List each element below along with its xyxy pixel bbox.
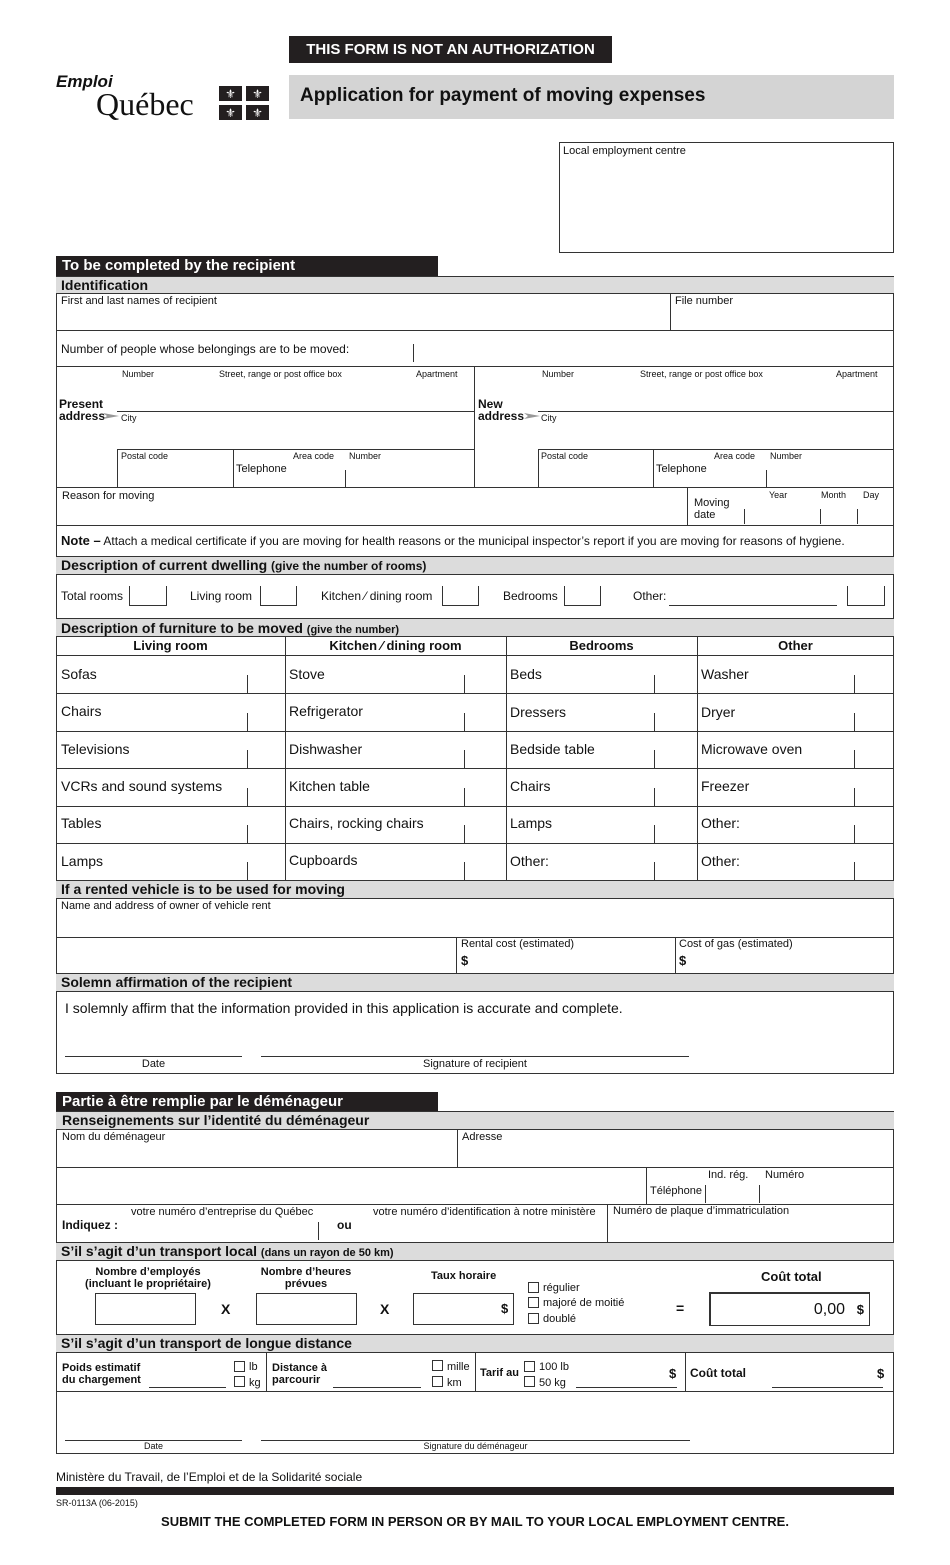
gas-cost-field[interactable] <box>690 950 890 972</box>
furniture-col-bedrooms: Bedrooms <box>569 638 634 653</box>
dwelling-bar <box>56 556 894 575</box>
new-postal-code-label: Postal code <box>541 451 589 461</box>
affirmation-date-field[interactable] <box>65 1030 242 1057</box>
furniture-item: Washer <box>701 666 749 682</box>
furniture-item: Stove <box>289 666 325 682</box>
mover-name-label: Nom du déménageur <box>62 1131 166 1143</box>
rental-cost-field[interactable] <box>472 950 672 972</box>
furniture-item: VCRs and sound systems <box>61 778 223 794</box>
long-total-dollar: $ <box>877 1366 885 1381</box>
new-address-label: New address <box>478 397 525 423</box>
new-city-field[interactable] <box>538 422 893 448</box>
furniture-item: Dishwasher <box>289 741 363 757</box>
present-apartment-label: Apartment <box>416 369 458 379</box>
form-title: Application for payment of moving expenses <box>300 85 706 106</box>
employees-label: Nombre d’employés (incluant le propriétaire) <box>85 1266 211 1290</box>
present-address-label: Present address <box>59 397 106 423</box>
furniture-title: Description of furniture to be moved <box>61 620 303 636</box>
local-transport-title-row <box>61 1243 394 1259</box>
local-total-value: 0,00 <box>813 1301 845 1318</box>
moving-date-label: Moving date <box>694 497 730 521</box>
rental-cost-label: Rental cost (estimated) <box>461 938 575 950</box>
note-row <box>61 533 893 548</box>
affirmation-bar <box>56 973 894 992</box>
new-city-label: City <box>541 413 557 423</box>
identification-title: Identification <box>61 277 149 293</box>
quebec-enterprise-number-field[interactable] <box>126 1218 318 1238</box>
ministry-id-field[interactable] <box>370 1218 605 1238</box>
weight-label: Poids estimatif du chargement <box>62 1362 141 1386</box>
year-label: Year <box>769 490 788 500</box>
regular-rate-checkbox[interactable] <box>528 1282 539 1293</box>
other-room-description-field[interactable] <box>669 588 837 606</box>
dwelling-title-row <box>61 557 426 573</box>
local-transport-subtitle: (dans un rayon de 50 km) <box>260 1247 394 1259</box>
people-count-label: Number of people whose belongings are to be moved: <box>61 342 350 356</box>
distance-field[interactable] <box>333 1370 421 1388</box>
new-postal-code-field[interactable] <box>539 462 653 486</box>
mover-signature-label: Signature du déménageur <box>423 1441 528 1451</box>
double-rate-checkbox[interactable] <box>528 1313 539 1324</box>
affirmation-date-label: Date <box>141 1058 166 1070</box>
ministry-name: Ministère du Travail, de l’Emploi et de la Solidarité sociale <box>56 1470 363 1484</box>
vehicle-owner-label: Name and address of owner of vehicle rent <box>61 900 271 912</box>
affirmation-text: I solemnly affirm that the information provided in this application is accurate and complete. <box>65 1000 623 1016</box>
dwelling-subtitle: (give the number of rooms) <box>271 559 427 573</box>
km-label: km <box>447 1377 462 1389</box>
month-label: Month <box>821 490 847 500</box>
present-phone-number-label: Number <box>349 451 382 461</box>
furniture-item: Dressers <box>510 704 567 720</box>
present-telephone-field[interactable] <box>290 462 473 486</box>
furniture-item: Chairs, rocking chairs <box>289 815 424 831</box>
new-area-code-label: Area code <box>714 451 756 461</box>
people-count-field[interactable] <box>414 340 474 364</box>
long-distance-title: S’il s’agit d’un transport de longue distance <box>61 1335 352 1351</box>
total-rooms-label: Total rooms <box>61 589 124 603</box>
rental-cost-dollar: $ <box>461 953 469 968</box>
furniture-item: Beds <box>510 666 542 682</box>
tarif-dollar: $ <box>669 1366 677 1381</box>
furniture-item: Dryer <box>701 704 736 720</box>
long-total-label: Coût total <box>690 1366 746 1380</box>
new-street-label: Street, range or post office box <box>640 369 763 379</box>
tarif-label: Tarif au <box>480 1367 519 1379</box>
times-symbol: X <box>380 1301 390 1317</box>
furniture-subtitle: (give the number) <box>306 624 400 636</box>
mover-signature-field[interactable] <box>261 1414 690 1441</box>
kg-checkbox[interactable] <box>234 1376 245 1387</box>
living-room-count-label: Living room <box>190 589 253 603</box>
new-telephone-label: Telephone <box>656 463 707 475</box>
furniture-col-other: Other <box>778 638 813 653</box>
km-checkbox[interactable] <box>432 1376 443 1387</box>
recipient-signature-label: Signature of recipient <box>423 1058 527 1070</box>
svg-text:⚜: ⚜ <box>225 87 236 101</box>
total-rooms-field[interactable] <box>129 586 167 606</box>
furniture-item: Other: <box>510 853 549 869</box>
furniture-title-row <box>61 620 399 636</box>
note-text: Attach a medical certificate if you are moving for health reasons or the municipal inspector’s report if you are moving for reasons of hygiene. <box>103 534 845 548</box>
furniture-item: Tables <box>61 815 102 831</box>
furniture-col-living: Living room <box>133 638 208 653</box>
mover-telephone-field[interactable] <box>706 1182 893 1203</box>
reason-field[interactable] <box>57 500 685 524</box>
furniture-item: Lamps <box>61 853 104 869</box>
mover-date-label: Date <box>143 1441 163 1451</box>
local-total-field[interactable] <box>709 1292 870 1326</box>
tarif-field[interactable] <box>576 1370 677 1388</box>
furniture-item: Kitchen table <box>289 778 370 794</box>
new-apartment-label: Apartment <box>836 369 878 379</box>
present-postal-code-field[interactable] <box>118 462 233 486</box>
hourly-rate-field[interactable] <box>413 1293 514 1325</box>
present-telephone-label: Telephone <box>236 463 287 475</box>
mille-checkbox[interactable] <box>432 1360 443 1371</box>
kitchen-count-label: Kitchen ⁄ dining room <box>321 589 433 603</box>
mover-numero-label: Numéro <box>765 1169 805 1181</box>
times-symbol: X <box>221 1301 231 1317</box>
new-phone-number-label: Number <box>770 451 803 461</box>
furniture-item: Refrigerator <box>289 703 363 719</box>
form-code: SR-0113A (06-2015) <box>56 1498 138 1508</box>
local-transport-bar <box>56 1242 894 1261</box>
gas-cost-dollar: $ <box>679 953 687 968</box>
per-100lb-checkbox[interactable] <box>524 1361 535 1372</box>
file-number-label: File number <box>675 295 734 307</box>
long-total-field[interactable] <box>772 1370 883 1388</box>
hours-field[interactable] <box>256 1293 357 1325</box>
local-transport-title: S’il s’agit d’un transport local <box>61 1243 258 1259</box>
other-room-label: Other: <box>633 589 667 603</box>
bedrooms-count-label: Bedrooms <box>503 589 558 603</box>
mover-address-field[interactable] <box>458 1143 893 1166</box>
moving-date-field[interactable] <box>745 502 893 524</box>
distance-label: Distance à parcourir <box>272 1362 328 1386</box>
mover-address-label: Adresse <box>462 1131 503 1143</box>
long-distance-bar <box>56 1334 894 1353</box>
mover-section-header: Partie à être remplie par le déménageur <box>56 1092 438 1112</box>
emploi-quebec-logo <box>55 70 275 130</box>
logo-quebec-text: Québec <box>96 86 194 122</box>
mover-identity-bar <box>56 1111 894 1130</box>
local-centre-label: Local employment centre <box>563 145 686 157</box>
plate-number-field[interactable] <box>608 1218 893 1240</box>
mover-ind-reg-label: Ind. rég. <box>708 1169 749 1181</box>
submit-instruction: SUBMIT THE COMPLETED FORM IN PERSON OR BY MAIL TO YOUR LOCAL EMPLOYMENT CENTRE. <box>161 1514 789 1529</box>
weight-field[interactable] <box>149 1370 226 1388</box>
mover-identity-title: Renseignements sur l’identité du déménageur <box>62 1112 370 1128</box>
hours-label: Nombre d’heures prévues <box>260 1266 352 1290</box>
affirmation-title: Solemn affirmation of the recipient <box>61 974 293 990</box>
regular-rate-label: régulier <box>543 1282 580 1294</box>
svg-text:⚜: ⚜ <box>225 106 236 120</box>
local-total-label: Coût total <box>761 1269 822 1284</box>
per-100lb-label: 100 lb <box>539 1361 569 1373</box>
lb-checkbox[interactable] <box>234 1361 245 1372</box>
recipient-section-header: To be completed by the recipient <box>56 256 438 276</box>
day-label: Day <box>863 490 880 500</box>
footer-divider <box>56 1487 894 1495</box>
double-rate-label: doublé <box>543 1313 577 1325</box>
note-prefix: Note – <box>61 533 101 548</box>
ministry-id-label: votre numéro d’identification à notre ministère <box>373 1206 596 1218</box>
identification-bar <box>56 276 894 294</box>
present-city-label: City <box>121 413 137 423</box>
local-total-dollar: $ <box>856 1302 864 1317</box>
per-50kg-label: 50 kg <box>539 1377 566 1389</box>
new-number-label: Number <box>542 369 575 379</box>
furniture-item: Other: <box>701 815 740 831</box>
ou-label: ou <box>337 1218 352 1232</box>
kg-label: kg <box>249 1377 261 1389</box>
present-postal-code-label: Postal code <box>121 451 169 461</box>
recipient-name-label: First and last names of recipient <box>61 295 217 307</box>
furniture-item: Freezer <box>701 778 750 794</box>
furniture-item: Microwave oven <box>701 741 803 757</box>
svg-text:⚜: ⚜ <box>252 87 263 101</box>
furniture-item: Televisions <box>61 741 130 757</box>
furniture-item: Bedside table <box>510 741 595 757</box>
mille-label: mille <box>447 1361 470 1373</box>
mover-name-field[interactable] <box>57 1143 455 1166</box>
recipient-name-field[interactable] <box>57 295 669 330</box>
half-rate-checkbox[interactable] <box>528 1297 539 1308</box>
per-50kg-checkbox[interactable] <box>524 1376 535 1387</box>
dwelling-title: Description of current dwelling <box>61 557 268 573</box>
furniture-item: Lamps <box>510 815 553 831</box>
vehicle-owner-field[interactable] <box>57 912 893 937</box>
indiquez-label: Indiquez : <box>62 1218 118 1232</box>
present-area-code-label: Area code <box>293 451 335 461</box>
new-street-field[interactable] <box>538 380 893 410</box>
half-rate-label: majoré de moitié <box>543 1297 625 1309</box>
new-telephone-field[interactable] <box>711 462 893 486</box>
gas-cost-label: Cost of gas (estimated) <box>679 938 793 950</box>
file-number-field[interactable] <box>671 295 893 330</box>
lb-label: lb <box>249 1361 258 1373</box>
furniture-table <box>56 637 894 881</box>
furniture-col-kitchen: Kitchen ⁄ dining room <box>329 638 462 653</box>
fleur-de-lis-flag-icon <box>219 86 269 120</box>
equals-symbol: = <box>676 1300 685 1316</box>
furniture-item: Chairs <box>61 703 102 719</box>
furniture-item: Sofas <box>61 666 97 682</box>
quebec-enterprise-number-label: votre numéro d’entreprise du Québec <box>131 1206 314 1218</box>
hourly-rate-dollar: $ <box>501 1301 509 1316</box>
logo-emploi-text: Emploi <box>56 72 113 91</box>
mover-date-field[interactable] <box>65 1414 242 1441</box>
vehicle-title: If a rented vehicle is to be used for moving <box>61 881 345 897</box>
plate-number-label: Numéro de plaque d’immatriculation <box>613 1205 790 1217</box>
kitchen-count-field[interactable] <box>442 586 479 606</box>
form-title-bar <box>289 75 894 119</box>
present-number-label: Number <box>122 369 155 379</box>
furniture-bar <box>56 618 894 637</box>
furniture-item: Other: <box>701 853 740 869</box>
local-employment-centre-field[interactable] <box>559 142 894 253</box>
mover-telephone-label: Téléphone <box>650 1185 702 1197</box>
vehicle-bar <box>56 880 894 899</box>
present-city-field[interactable] <box>117 422 473 448</box>
not-authorization-banner: THIS FORM IS NOT AN AUTHORIZATION <box>289 36 612 63</box>
mover-address-line2-field[interactable] <box>57 1168 645 1203</box>
recipient-signature-field[interactable] <box>261 1030 689 1057</box>
svg-text:⚜: ⚜ <box>252 106 263 120</box>
furniture-item: Chairs <box>510 778 551 794</box>
hourly-rate-label: Taux horaire <box>431 1270 497 1282</box>
other-room-count-field[interactable] <box>847 586 885 606</box>
present-street-label: Street, range or post office box <box>219 369 342 379</box>
living-room-count-field[interactable] <box>260 586 297 606</box>
reason-label: Reason for moving <box>62 490 155 502</box>
present-street-field[interactable] <box>117 380 473 410</box>
employees-field[interactable] <box>95 1293 196 1325</box>
bedrooms-count-field[interactable] <box>564 586 601 606</box>
furniture-item: Cupboards <box>289 852 358 868</box>
